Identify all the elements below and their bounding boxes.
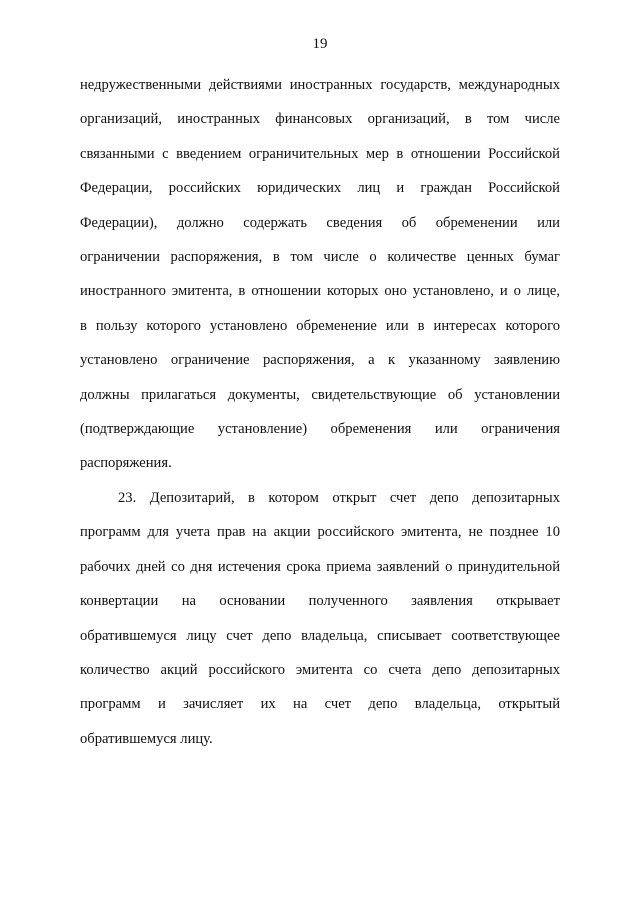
paragraph-continuation	[80, 68, 560, 481]
paragraph-line: (подтверждающие установление) обременения или ограничения	[80, 420, 560, 437]
paragraph-line: конвертации на основании полученного заявления открывает	[80, 593, 560, 610]
paragraph-line: в пользу которого установлено обременение или в интересах которого	[80, 317, 560, 334]
paragraph-line: Федерации), должно содержать сведения об обременении или	[80, 214, 560, 231]
paragraph-line: организаций, иностранных финансовых организаций, в том числе	[80, 111, 560, 128]
paragraph-line: установлено ограничение распоряжения, а к указанному заявлению	[80, 352, 560, 369]
paragraph-line: недружественными действиями иностранных государств, международных	[80, 77, 560, 93]
paragraph-line: обратившемуся лицу счет депо владельца, списывает соответствующее	[80, 627, 560, 644]
paragraph-line: 23. Депозитарий, в котором открыт счет депо депозитарных	[118, 490, 560, 506]
page-number: 19	[312, 36, 328, 52]
paragraph-line: обратившемуся лицу.	[80, 730, 213, 747]
paragraph-line: программ и зачисляет их на счет депо владельца, открытый	[80, 696, 560, 713]
paragraph-line: количество акций российского эмитента со счета депо депозитарных	[80, 661, 560, 678]
paragraph-line: иностранного эмитента, в отношении которых оно установлено, и о лице,	[80, 283, 560, 300]
paragraph-line: распоряжения.	[80, 455, 172, 472]
paragraph-line: связанными с введением ограничительных мер в отношении Российской	[80, 145, 560, 162]
paragraph-line: ограничении распоряжения, в том числе о количестве ценных бумаг	[80, 248, 560, 265]
paragraph-line: должны прилагаться документы, свидетельствующие об установлении	[80, 386, 560, 403]
paragraph-line: Федерации, российских юридических лиц и граждан Российской	[80, 180, 560, 197]
paragraph-line: программ для учета прав на акции российского эмитента, не позднее 10	[80, 524, 560, 541]
paragraph-line: рабочих дней со дня истечения срока приема заявлений о принудительной	[80, 558, 560, 575]
paragraph-item-23	[80, 481, 560, 756]
